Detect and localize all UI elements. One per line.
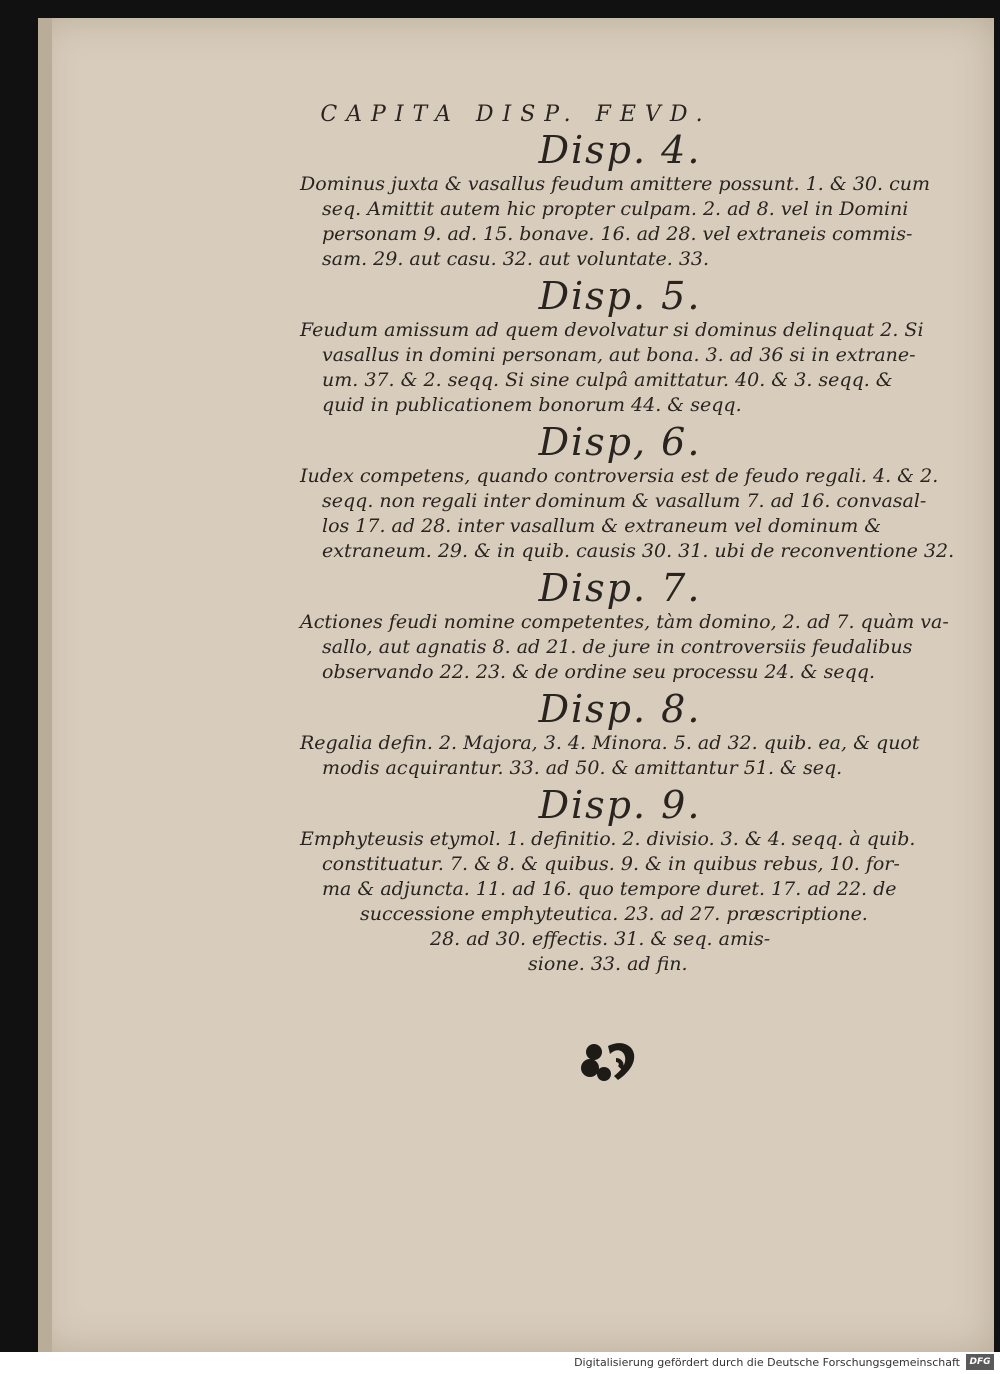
section-heading: Disp. 9. (538, 783, 702, 827)
section-entry (300, 464, 955, 564)
entry-line: observando 22. 23. & de ordine seu processu 24. & seqq. (322, 661, 875, 683)
section-entry (300, 610, 949, 685)
printer-ornament-icon (580, 1036, 644, 1088)
section-entry (300, 731, 940, 781)
section-heading: Disp. 8. (538, 687, 702, 731)
running-header: CAPITA DISP. FEVD. (320, 102, 712, 127)
entry-line: Feudum amissum ad quem devolvatur si dominus delinquat 2. Si (300, 319, 924, 341)
section-heading: Disp. 5. (538, 274, 702, 318)
entry-line: modis acquirantur. 33. ad 50. & amittantur 51. & seq. (322, 757, 843, 779)
entry-line: vasallus in domini personam, aut bona. 3. ad 36 si in extrane- (322, 344, 916, 366)
entry-line: ma & adjuncta. 11. ad 16. quo tempore duret. 17. ad 22. de (322, 878, 897, 900)
entry-line: seq. Amittit autem hic propter culpam. 2. ad 8. vel in Domini (322, 198, 909, 220)
entry-line: sallo, aut agnatis 8. ad 21. de jure in controversiis feudalibus (322, 636, 913, 658)
section-heading: Disp, 6. (538, 420, 702, 464)
section-entry (300, 318, 940, 418)
entry-line: Actiones feudi nomine competentes, tàm domino, 2. ad 7. quàm va- (300, 611, 949, 633)
entry-line: sione. 33. ad fin. (528, 953, 688, 975)
entry-line: um. 37. & 2. seqq. Si sine culpâ amittatur. 40. & 3. seqq. & (322, 369, 893, 391)
section-entry (300, 827, 940, 977)
page-gutter (38, 18, 52, 1352)
dfg-logo: DFG (966, 1354, 994, 1370)
entry-line: seqq. non regali inter dominum & vasallum 7. ad 16. convasal- (322, 490, 927, 512)
entry-line: constituatur. 7. & 8. & quibus. 9. & in quibus rebus, 10. for- (322, 853, 900, 875)
entry-line: quid in publicationem bonorum 44. & seqq. (322, 394, 742, 416)
footer-bar (0, 1352, 1000, 1374)
entry-line: extraneum. 29. & in quib. causis 30. 31. ubi de reconventione 32. (322, 540, 955, 562)
entry-line: los 17. ad 28. inter vasallum & extraneum vel dominum & (322, 515, 882, 537)
section-heading: Disp. 4. (538, 128, 702, 172)
text-block (300, 128, 955, 979)
entry-line: Dominus juxta & vasallus feudum amittere possunt. 1. & 30. cum (300, 173, 930, 195)
entry-line: Iudex competens, quando controversia est de feudo regali. 4. & 2. (300, 465, 939, 487)
entry-line: Regalia defin. 2. Majora, 3. 4. Minora. 5. ad 32. quib. ea, & quot (300, 732, 920, 754)
funding-notice: Digitalisierung gefördert durch die Deutsche Forschungsgemeinschaft (574, 1356, 960, 1369)
entry-line: 28. ad 30. effectis. 31. & seq. amis- (430, 928, 771, 950)
entry-line: personam 9. ad. 15. bonave. 16. ad 28. vel extraneis commis- (322, 223, 913, 245)
entry-line: Emphyteusis etymol. 1. definitio. 2. divisio. 3. & 4. seqq. à quib. (300, 828, 916, 850)
section-heading: Disp. 7. (538, 566, 702, 610)
entry-line: successione emphyteutica. 23. ad 27. præscriptione. (360, 903, 868, 925)
entry-line: sam. 29. aut casu. 32. aut voluntate. 33. (322, 248, 710, 270)
section-entry (300, 172, 940, 272)
